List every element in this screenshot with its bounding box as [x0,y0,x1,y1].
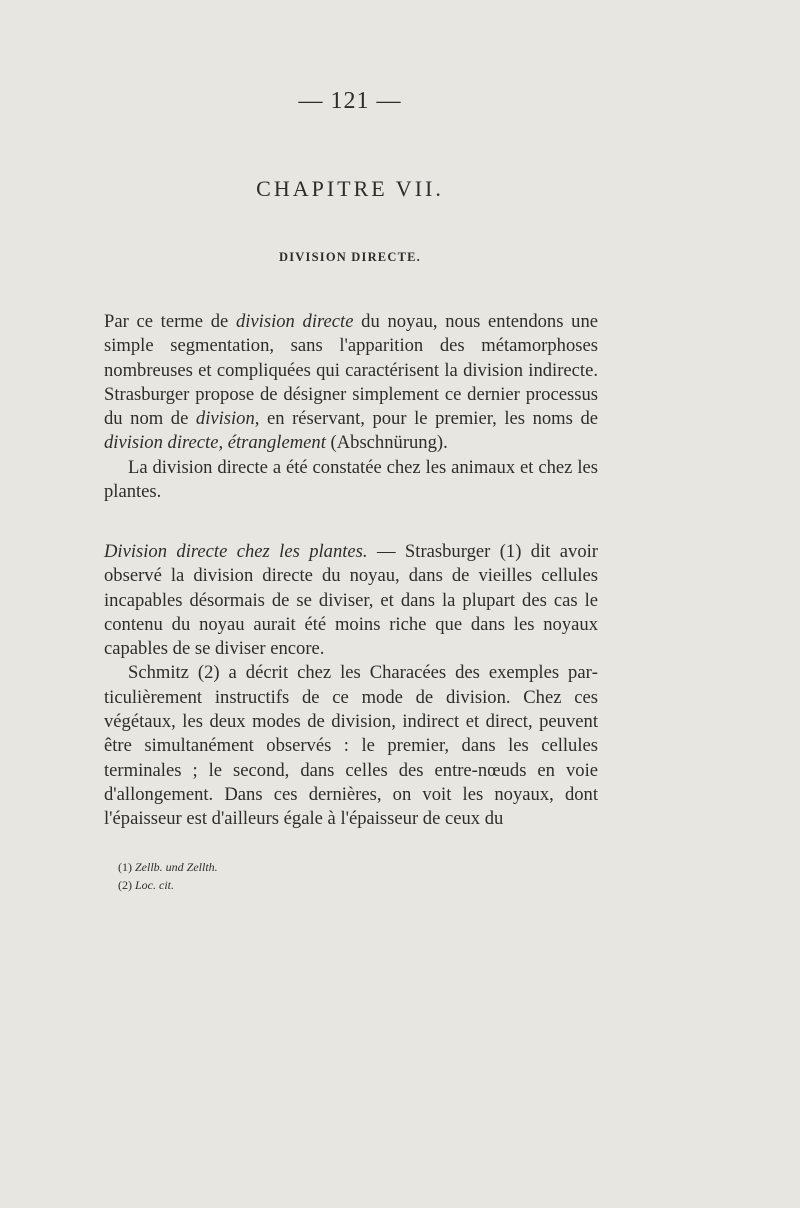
text-run: — Strasburger (1) dit avoir observé la division directe du noyau, dans de vieilles cellules incapables désormais de se diviser, et dans la plupart des cas le contenu du noyau aurait été moins riche que dans les noyaux capables de se diviser encore. [104,541,598,660]
section-title: DIVISION DIRECTE. [279,250,421,264]
italic-term: division directe [235,311,354,332]
text-block-intro [104,310,598,504]
italic-term: division directe, étranglement [104,432,326,454]
text-block-plants [104,540,598,832]
paragraph-4: Schmitz (2) a décrit chez les Characées des exemples particulièrement instructifs de ce mode de division. Chez ces végétaux, les deux modes de division, indirect et direct, peuvent être simultanément observés : le premier, dans les cellules terminales ; le second, dans celles des entre-nœuds en voie d'allongement. Dans ces dernières, on voit les noyaux, dont l'épaisseur est d'ailleurs égale à l'épaisseur de ceux du [104,662,598,830]
text-run: du noyau, nous entendons une simple segmentation, sans l'apparition des métamorphoses nombreuses et compliquées qui caractérisent la division indirecte. Strasburger propose de désigner simplement ce dernier processus du nom de [104,311,598,430]
paragraph-2: La division directe a été constatée chez les animaux et chez les plantes. [104,456,598,503]
footnote-number: (1) [118,860,132,874]
italic-heading: Division directe chez les plantes. [104,541,368,562]
footnotes [118,858,218,894]
paragraph-1 [104,310,598,456]
paragraph-3 [104,540,598,661]
footnote-2 [118,876,218,894]
italic-term: division [195,408,255,430]
text-run: Par ce terme de [104,311,236,332]
footnote-text: Loc. cit. [135,878,174,892]
text-run: (Abschnürung). [325,432,448,454]
footnote-number: (2) [118,878,132,892]
text-run: , en réservant, pour le premier, les noms de [254,408,598,430]
page-number: — 121 — [298,88,402,114]
footnote-1 [118,858,218,876]
chapter-title: CHAPITRE VII. [256,176,444,201]
footnote-text: Zellb. und Zellth. [135,860,218,874]
